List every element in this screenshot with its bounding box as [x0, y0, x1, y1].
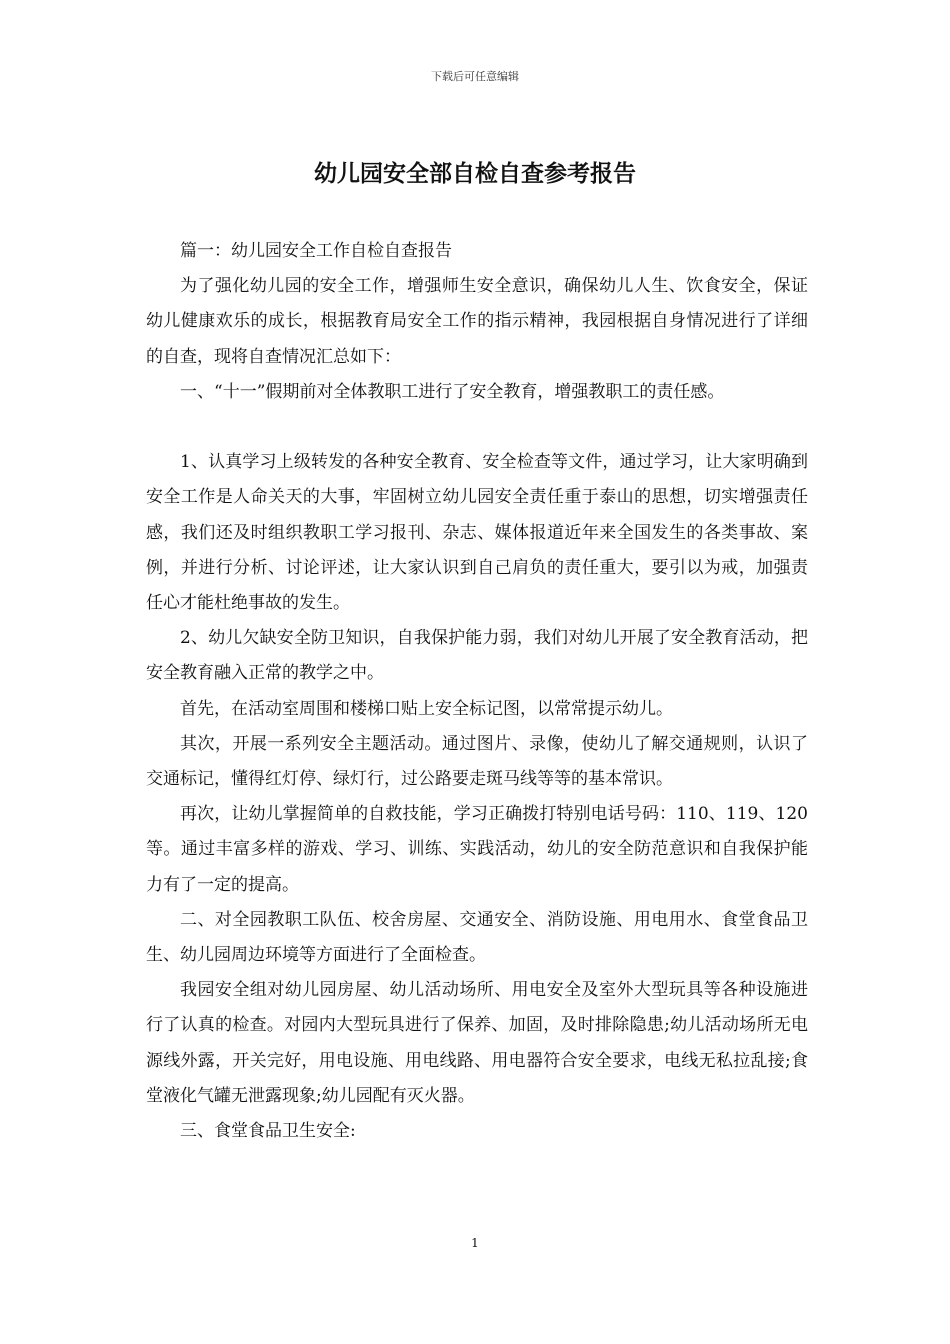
- document-body: [146, 234, 808, 1149]
- paragraph-section-two-heading: 二、对全园教职工队伍、校舍房屋、交通安全、消防设施、用电用水、食堂食品卫生、幼儿园周边环境等方面进行了全面检查。: [146, 909, 808, 966]
- paragraph-item-2: 2、幼儿欠缺安全防卫知识，自我保护能力弱，我们对幼儿开展了安全教育活动，把安全教育融入正常的教学之中。: [146, 628, 808, 684]
- paragraph-spacer: [146, 410, 808, 445]
- page-number: 1: [471, 1236, 479, 1250]
- paragraph-section-three-heading: 三、食堂食品卫生安全:: [180, 1121, 356, 1142]
- paragraph-third: 再次，让幼儿掌握简单的自救技能，学习正确拨打特别电话号码：110、119、120等。通过丰富多样的游戏、学习、训练、实践活动，幼儿的安全防范意识和自我保护能力有了一定的提高。: [146, 804, 808, 895]
- paragraph-item-1: 1、认真学习上级转发的各种安全教育、安全检查等文件，通过学习，让大家明确到安全工作是人命关天的大事，牢固树立幼儿园安全责任重于泰山的思想，切实增强责任感，我们还及时组织教职工学习报刊、杂志、媒体报道近年来全国发生的各类事故、案例，并进行分析、讨论评述，让大家认识到自己肩负的责任重大，要引以为戒，加强责任心才能杜绝事故的发生。: [146, 452, 808, 614]
- paragraph-section-one-heading: 一、“十一”假期前对全体教职工进行了安全教育，增强教职工的责任感。: [180, 381, 725, 402]
- paragraph-first: 首先，在活动室周围和楼梯口贴上安全标记图，以常常提示幼儿。: [180, 698, 673, 719]
- document-title: 幼儿园安全部自检自查参考报告: [314, 161, 636, 187]
- paragraph-article-heading: 篇一：幼儿园安全工作自检自查报告: [180, 241, 452, 261]
- paragraph-intro: 为了强化幼儿园的安全工作，增强师生安全意识，确保幼儿人生、饮食安全，保证幼儿健康欢乐的成长，根据教育局安全工作的指示精神，我园根据自身情况进行了详细的自查，现将自查情况汇总如下：: [146, 276, 808, 367]
- paragraph-second: 其次，开展一系列安全主题活动。通过图片、录像，使幼儿了解交通规则，认识了交通标记，懂得红灯停、绿灯行，过公路要走斑马线等等的基本常识。: [146, 733, 808, 790]
- header-note: 下载后可任意编辑: [431, 70, 519, 83]
- paragraph-inspection-details: 我园安全组对幼儿园房屋、幼儿活动场所、用电安全及室外大型玩具等各种设施进行了认真的检查。对园内大型玩具进行了保养、加固，及时排除隐患;幼儿活动场所无电源线外露，开关完好，用电设施、用电线路、用电器符合安全要求，电线无私拉乱接;食堂液化气罐无泄露现象;幼儿园配有灭火器。: [146, 980, 808, 1106]
